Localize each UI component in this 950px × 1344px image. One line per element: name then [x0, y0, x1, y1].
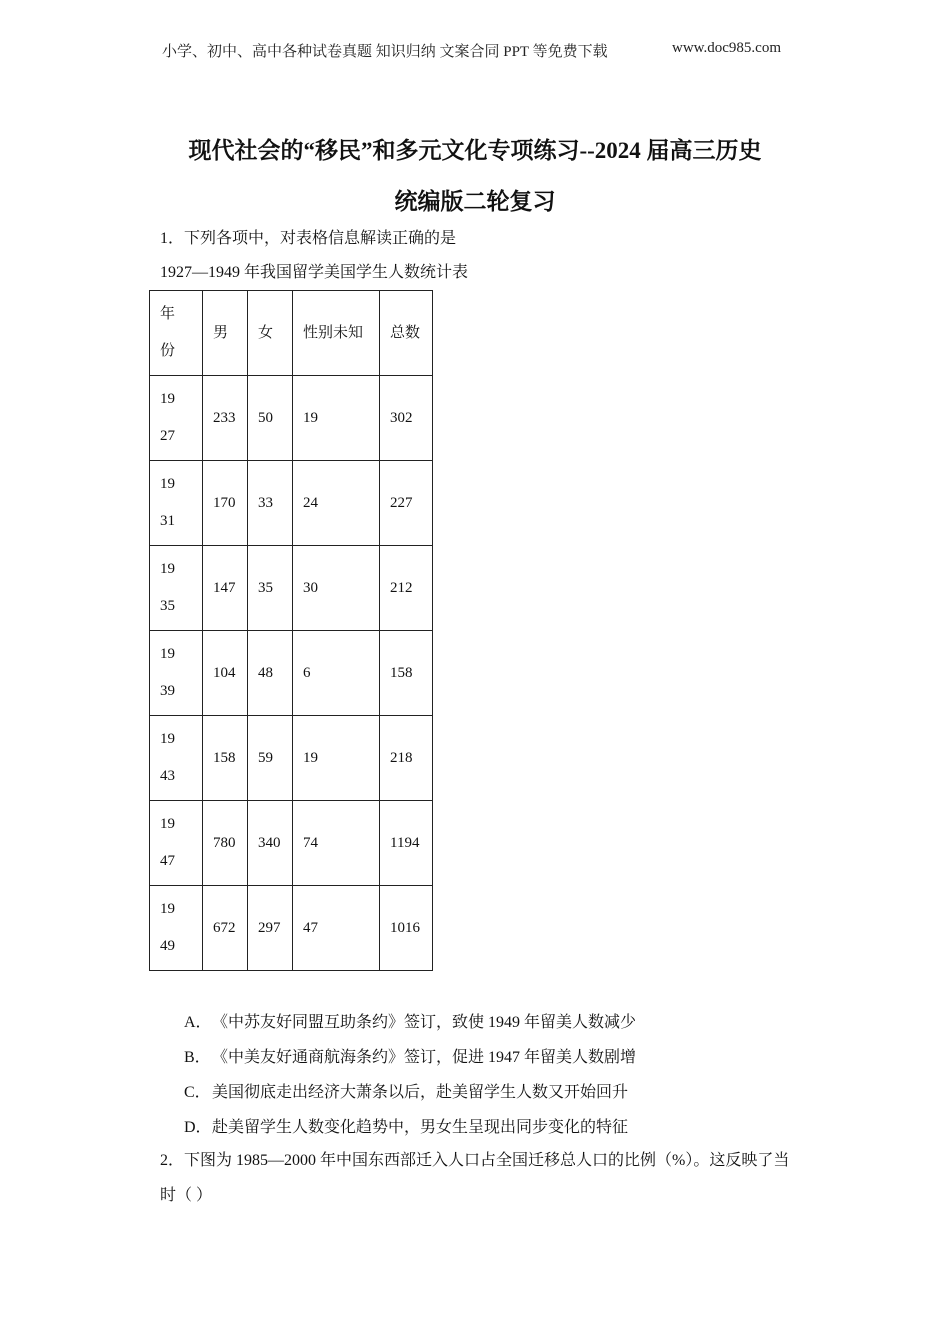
table-cell: 158: [380, 631, 433, 716]
header-cell: 男: [203, 291, 248, 376]
table-cell: 19: [293, 716, 380, 801]
table-cell: 233: [203, 376, 248, 461]
table-cell: 672: [203, 886, 248, 971]
table-row: [150, 546, 433, 631]
student-stats-table: [149, 290, 433, 971]
question2-stem: 2．下图为 1985—2000 年中国东西部迁入人口占全国迁移总人口的比例（%）。这反映了当时（ ）: [160, 1152, 790, 1204]
table-cell: 227: [380, 461, 433, 546]
table-cell: 33: [248, 461, 293, 546]
year-cell: 1943: [150, 716, 203, 801]
year-cell: 1949: [150, 886, 203, 971]
year-cell: 1939: [150, 631, 203, 716]
option-d[interactable]: D．赴美留学生人数变化趋势中，男女生呈现出同步变化的特征: [184, 1119, 629, 1136]
year-cell: 1947: [150, 801, 203, 886]
table-cell: 59: [248, 716, 293, 801]
table-row: [150, 801, 433, 886]
table-cell: 170: [203, 461, 248, 546]
table-cell: 24: [293, 461, 380, 546]
document-title-line1: 现代社会的“移民”和多元文化专项练习--2024 届高三历史: [188, 138, 762, 163]
table-row: [150, 716, 433, 801]
table-cell: 340: [248, 801, 293, 886]
table-row: [150, 886, 433, 971]
header-cell: 总数: [380, 291, 433, 376]
table-cell: 19: [293, 376, 380, 461]
table-cell: 6: [293, 631, 380, 716]
table-cell: 218: [380, 716, 433, 801]
header-cell: 性别未知: [293, 291, 380, 376]
table-cell: 47: [293, 886, 380, 971]
option-c[interactable]: C．美国彻底走出经济大萧条以后，赴美留学生人数又开始回升: [184, 1084, 629, 1101]
table-caption: 1927—1949 年我国留学美国学生人数统计表: [160, 264, 469, 281]
year-cell: 1931: [150, 461, 203, 546]
option-a[interactable]: A．《中苏友好同盟互助条约》签订，致使 1949 年留美人数减少: [184, 1014, 637, 1031]
table-cell: 147: [203, 546, 248, 631]
table-cell: 297: [248, 886, 293, 971]
table-cell: 35: [248, 546, 293, 631]
table-cell: 48: [248, 631, 293, 716]
header-text: 小学、初中、高中各种试卷真题 知识归纳 文案合同 PPT 等免费下载: [162, 44, 608, 60]
page-header: [162, 40, 802, 62]
header-site-link[interactable]: www.doc985.com: [672, 40, 782, 56]
table-cell: 104: [203, 631, 248, 716]
table-cell: 158: [203, 716, 248, 801]
table-cell: 1016: [380, 886, 433, 971]
table-cell: 74: [293, 801, 380, 886]
table-cell: 50: [248, 376, 293, 461]
table-cell: 212: [380, 546, 433, 631]
table-cell: 780: [203, 801, 248, 886]
year-cell: 1927: [150, 376, 203, 461]
table-cell: 30: [293, 546, 380, 631]
document-title-line2: 统编版二轮复习: [394, 189, 556, 214]
year-cell: 1935: [150, 546, 203, 631]
header-cell: 女: [248, 291, 293, 376]
table-row: [150, 461, 433, 546]
option-b[interactable]: B．《中美友好通商航海条约》签订，促进 1947 年留美人数剧增: [184, 1049, 637, 1066]
table-header-row: [150, 291, 433, 376]
table-cell: 302: [380, 376, 433, 461]
table-row: [150, 631, 433, 716]
header-cell: 年份: [150, 291, 203, 376]
table-cell: 1194: [380, 801, 433, 886]
question1-stem: 1．下列各项中，对表格信息解读正确的是: [160, 230, 457, 247]
table-row: [150, 376, 433, 461]
